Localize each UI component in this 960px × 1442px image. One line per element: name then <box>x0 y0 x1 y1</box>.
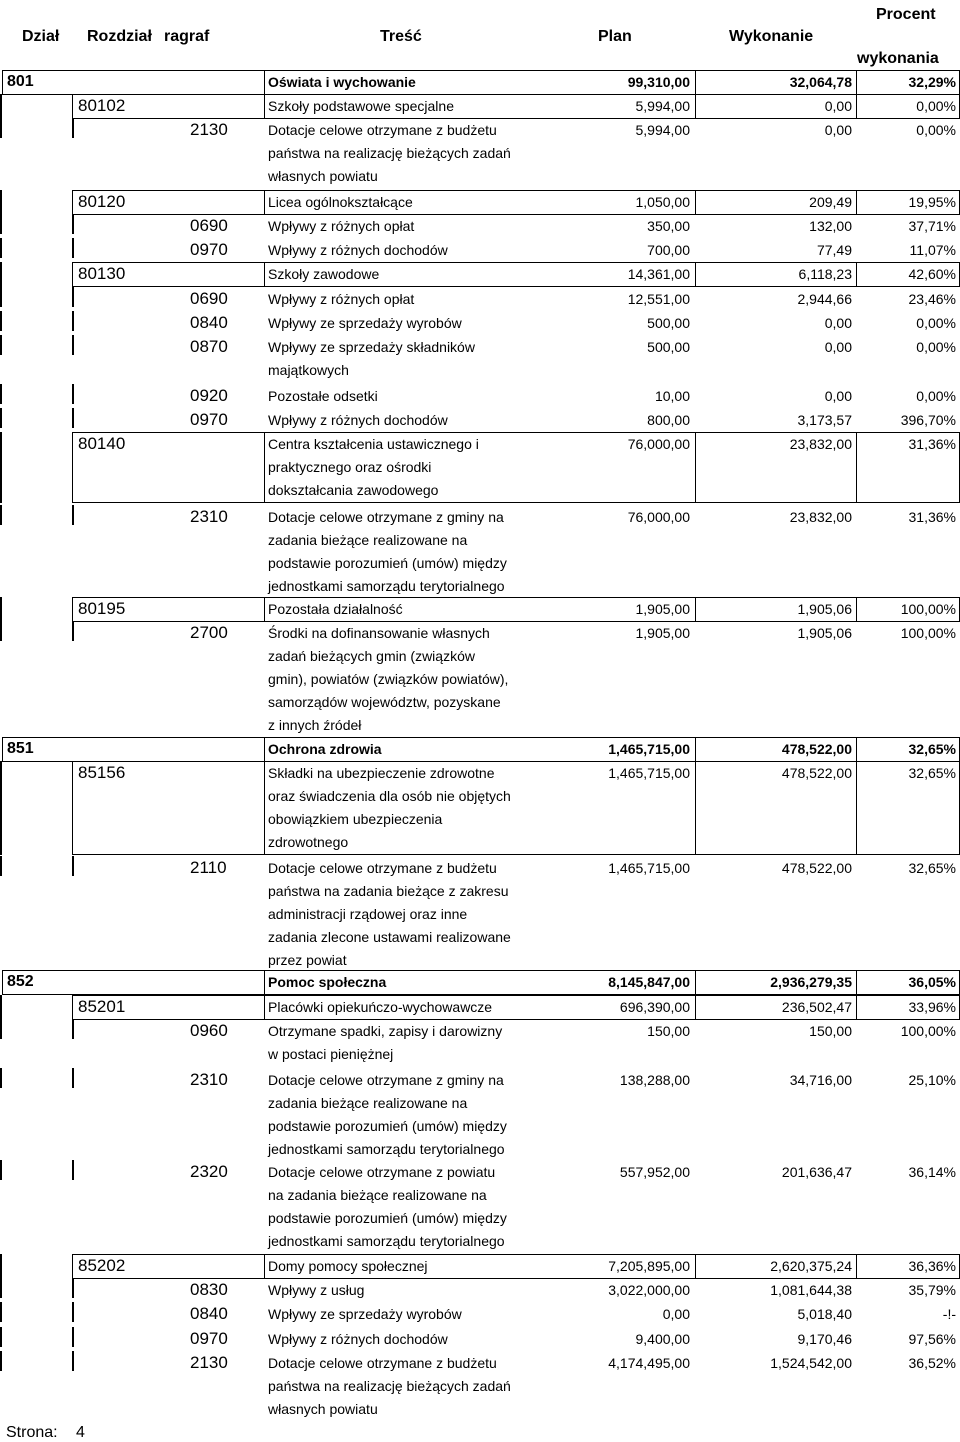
tresc-text: własnych powiatu <box>268 168 378 184</box>
tresc-text: własnych powiatu <box>268 1401 378 1417</box>
tresc-text: państwa na realizację bieżących zadań <box>268 1378 511 1394</box>
row-left-border <box>0 621 2 641</box>
row-left-border <box>0 1068 2 1088</box>
paragraf-code: 2310 <box>190 1070 228 1089</box>
tresc-text: jednostkami samorządu terytorialnego <box>268 1141 505 1157</box>
dzial-code: 852 <box>7 973 34 990</box>
paragraf-code: 2320 <box>190 1162 228 1181</box>
tresc-text: Pomoc społeczna <box>268 974 387 990</box>
rozdzial-code: 80130 <box>78 264 126 283</box>
paragraf-code: 0840 <box>190 1304 228 1323</box>
wykonanie-value: 201,636,47 <box>781 1164 852 1180</box>
plan-value: 5,994,00 <box>635 98 690 114</box>
tresc-text: z innych źródeł <box>268 717 362 733</box>
procent-value: 42,60% <box>908 266 956 282</box>
row-left-border-2 <box>72 311 74 331</box>
procent-value: 37,71% <box>908 218 956 234</box>
row-left-border-2 <box>72 408 74 428</box>
procent-value: 0,00% <box>916 315 956 331</box>
procent-value: 33,96% <box>908 999 956 1015</box>
wykonanie-value: 2,620,375,24 <box>770 1258 852 1274</box>
plan-value: 557,952,00 <box>619 1164 690 1180</box>
procent-value: 0,00% <box>916 388 956 404</box>
procent-value: 19,95% <box>908 194 956 210</box>
procent-value: 35,79% <box>908 1282 956 1298</box>
wykonanie-value: 1,905,06 <box>797 625 852 641</box>
row-left-border <box>0 856 2 876</box>
paragraf-code: 2130 <box>190 120 228 139</box>
paragraf-code: 0840 <box>190 313 228 332</box>
tresc-text: Dotacje celowe otrzymane z budżetu <box>268 860 497 876</box>
procent-value: 31,36% <box>908 509 956 525</box>
plan-value: 99,310,00 <box>627 74 690 90</box>
tresc-text: praktycznego oraz ośrodki <box>268 459 432 475</box>
rozdzial-code: 80120 <box>78 192 126 211</box>
wykonanie-value: 209,49 <box>809 194 852 210</box>
plan-value: 76,000,00 <box>627 509 690 525</box>
wykonanie-value: 236,502,47 <box>781 999 852 1015</box>
header-rozdzial: Rozdział <box>87 28 152 45</box>
paragraf-code: 0690 <box>190 289 228 308</box>
tresc-text: administracji rządowej oraz inne <box>268 906 468 922</box>
rozdzial-code: 80140 <box>78 434 126 453</box>
wykonanie-value: 32,064,78 <box>789 74 852 90</box>
tresc-text: Szkoły zawodowe <box>268 266 380 282</box>
wykonanie-value: 0,00 <box>824 98 852 114</box>
tresc-text: Pozostałe odsetki <box>268 388 378 404</box>
plan-value: 500,00 <box>647 315 690 331</box>
wykonanie-value: 478,522,00 <box>781 741 852 757</box>
header-wykonanie: Wykonanie <box>729 28 814 45</box>
tresc-text: Wpływy ze sprzedaży składników <box>268 339 475 355</box>
plan-value: 1,465,715,00 <box>608 765 690 781</box>
wykonanie-value: 478,522,00 <box>781 765 852 781</box>
plan-value: 5,994,00 <box>635 122 690 138</box>
wykonanie-value: 1,524,542,00 <box>770 1355 852 1371</box>
row-left-border <box>0 597 2 622</box>
tresc-text: jednostkami samorządu terytorialnego <box>268 578 505 594</box>
tresc-text: na zadania bieżące realizowane na <box>268 1187 487 1203</box>
wykonanie-value: 77,49 <box>816 242 852 258</box>
plan-value: 1,465,715,00 <box>608 860 690 876</box>
wykonanie-value: 1,081,644,38 <box>770 1282 852 1298</box>
row-left-border <box>0 1254 2 1279</box>
row-left-border <box>0 1160 2 1180</box>
plan-value: 1,905,00 <box>635 625 690 641</box>
tresc-text: Wpływy z usług <box>268 1282 365 1298</box>
procent-value: 32,65% <box>908 860 956 876</box>
row-left-border <box>0 1278 2 1298</box>
wykonanie-value: 34,716,00 <box>789 1072 852 1088</box>
row-left-border <box>0 505 2 525</box>
row-left-border-2 <box>72 1327 74 1347</box>
procent-value: 31,36% <box>908 436 956 452</box>
paragraf-code: 0690 <box>190 216 228 235</box>
tresc-text: w postaci pieniężnej <box>268 1046 394 1062</box>
plan-value: 0,00 <box>662 1306 690 1322</box>
rozdzial-code: 85202 <box>78 1256 126 1275</box>
row-left-border <box>0 1019 2 1039</box>
tresc-text: zadania bieżące realizowane na <box>268 1095 468 1111</box>
plan-value: 7,205,895,00 <box>608 1258 690 1274</box>
plan-value: 10,00 <box>654 388 690 404</box>
page-label: Strona: <box>6 1424 58 1441</box>
tresc-text: zadania zlecone ustawami realizowane <box>268 929 511 945</box>
row-left-border-2 <box>72 384 74 404</box>
tresc-text: Otrzymane spadki, zapisy i darowizny <box>268 1023 503 1039</box>
tresc-text: Środki na dofinansowanie własnych <box>268 625 490 641</box>
page-number: 4 <box>76 1424 85 1441</box>
tresc-text: zadania bieżące realizowane na <box>268 532 468 548</box>
procent-value: 32,29% <box>908 74 956 90</box>
row-left-border <box>0 118 2 138</box>
row-left-border-2 <box>72 856 74 876</box>
plan-value: 350,00 <box>647 218 690 234</box>
tresc-text: Wpływy ze sprzedaży wyrobów <box>268 315 462 331</box>
paragraf-code: 2310 <box>190 507 228 526</box>
wykonanie-value: 9,170,46 <box>797 1331 852 1347</box>
procent-value: 100,00% <box>900 625 956 641</box>
wykonanie-value: 0,00 <box>824 339 852 355</box>
row-left-border-2 <box>72 1019 74 1039</box>
paragraf-code: 0970 <box>190 240 228 259</box>
tresc-text: zadań bieżących gmin (związków <box>268 648 475 664</box>
tresc-text: Domy pomocy społecznej <box>268 1258 428 1274</box>
wykonanie-value: 23,832,00 <box>789 509 852 525</box>
paragraf-code: 0870 <box>190 337 228 356</box>
wykonanie-value: 0,00 <box>824 388 852 404</box>
row-left-border-2 <box>72 118 74 138</box>
header-procent: Procent <box>876 6 936 23</box>
paragraf-code: 0970 <box>190 410 228 429</box>
row-left-border <box>0 995 2 1020</box>
tresc-text: oraz świadczenia dla osób nie objętych <box>268 788 511 804</box>
row-left-border <box>0 262 2 287</box>
row-left-border-2 <box>72 214 74 234</box>
row-left-border-2 <box>72 287 74 307</box>
row-left-border <box>0 408 2 428</box>
wykonanie-value: 1,905,06 <box>797 601 852 617</box>
row-left-border-2 <box>72 335 74 355</box>
header-procent-wykonania: wykonania <box>857 50 939 67</box>
procent-value: 36,36% <box>908 1258 956 1274</box>
tresc-text: podstawie porozumień (umów) między <box>268 1210 507 1226</box>
tresc-text: Wpływy z różnych dochodów <box>268 242 448 258</box>
tresc-text: Wpływy z różnych opłat <box>268 218 415 234</box>
tresc-text: Oświata i wychowanie <box>268 74 416 90</box>
tresc-text: podstawie porozumień (umów) między <box>268 555 507 571</box>
tresc-text: państwa na zadania bieżące z zakresu <box>268 883 509 899</box>
row-left-border <box>0 311 2 331</box>
plan-value: 138,288,00 <box>619 1072 690 1088</box>
row-left-border-2 <box>72 505 74 525</box>
row-left-border <box>0 190 2 215</box>
tresc-text: Dotacje celowe otrzymane z budżetu <box>268 1355 497 1371</box>
plan-value: 1,050,00 <box>635 194 690 210</box>
wykonanie-value: 6,118,23 <box>798 266 852 282</box>
tresc-text: gmin), powiatów (związków powiatów), <box>268 671 509 687</box>
tresc-text: Pozostała działalność <box>268 601 403 617</box>
wykonanie-value: 478,522,00 <box>781 860 852 876</box>
row-left-border-2 <box>72 238 74 258</box>
tresc-text: Licea ogólnokształcące <box>268 194 413 210</box>
row-left-border-2 <box>72 1278 74 1298</box>
tresc-text: przez powiat <box>268 952 347 968</box>
plan-value: 14,361,00 <box>627 266 690 282</box>
wykonanie-value: 5,018,40 <box>797 1306 852 1322</box>
procent-value: 0,00% <box>916 339 956 355</box>
rozdzial-code: 80102 <box>78 96 126 115</box>
tresc-text: podstawie porozumień (umów) między <box>268 1118 507 1134</box>
wykonanie-value: 150,00 <box>809 1023 852 1039</box>
tresc-text: Wpływy z różnych dochodów <box>268 1331 448 1347</box>
procent-value: 100,00% <box>900 601 956 617</box>
row-left-border <box>0 384 2 404</box>
paragraf-code: 0960 <box>190 1021 228 1040</box>
tresc-text: Wpływy ze sprzedaży wyrobów <box>268 1306 462 1322</box>
paragraf-code: 2130 <box>190 1353 228 1372</box>
row-left-border-2 <box>72 621 74 641</box>
row-left-border <box>0 335 2 355</box>
plan-value: 3,022,000,00 <box>608 1282 690 1298</box>
tresc-text: Dotacje celowe otrzymane z powiatu <box>268 1164 496 1180</box>
tresc-text: majątkowych <box>268 362 349 378</box>
tresc-text: Wpływy z różnych opłat <box>268 291 415 307</box>
procent-value: 36,52% <box>908 1355 956 1371</box>
procent-value: 11,07% <box>909 242 956 258</box>
tresc-text: zdrowotnego <box>268 834 349 850</box>
tresc-text: samorządów województw, pozyskane <box>268 694 501 710</box>
paragraf-code: 0920 <box>190 386 228 405</box>
wykonanie-value: 3,173,57 <box>797 412 852 428</box>
wykonanie-value: 2,944,66 <box>797 291 852 307</box>
dzial-code: 851 <box>7 740 34 757</box>
row-left-border <box>0 238 2 258</box>
wykonanie-value: 132,00 <box>809 218 852 234</box>
plan-value: 8,145,847,00 <box>608 974 690 990</box>
header-paragraf: ragraf <box>164 28 210 45</box>
header-tresc: Treść <box>380 28 422 45</box>
rozdzial-code: 80195 <box>78 599 126 618</box>
procent-value: 32,65% <box>908 741 956 757</box>
paragraf-code: 0970 <box>190 1329 228 1348</box>
procent-value: 396,70% <box>900 412 956 428</box>
rozdzial-code: 85156 <box>78 763 126 782</box>
plan-value: 76,000,00 <box>627 436 690 452</box>
tresc-text: Dotacje celowe otrzymane z gminy na <box>268 1072 504 1088</box>
procent-value: 100,00% <box>900 1023 956 1039</box>
plan-value: 9,400,00 <box>635 1331 690 1347</box>
tresc-text: Placówki opiekuńczo-wychowawcze <box>268 999 493 1015</box>
tresc-text: Składki na ubezpieczenie zdrowotne <box>268 765 495 781</box>
row-left-border <box>0 94 2 119</box>
plan-value: 4,174,495,00 <box>608 1355 690 1371</box>
wykonanie-value: 2,936,279,35 <box>770 974 852 990</box>
tresc-text: dokształcania zawodowego <box>268 482 439 498</box>
plan-value: 150,00 <box>647 1023 690 1039</box>
procent-value: 36,14% <box>908 1164 956 1180</box>
paragraf-code: 0830 <box>190 1280 228 1299</box>
dzial-code: 801 <box>7 73 34 90</box>
header-dzial: Dział <box>22 28 60 45</box>
plan-value: 500,00 <box>647 339 690 355</box>
row-left-border-2 <box>72 1068 74 1088</box>
paragraf-code: 2110 <box>190 858 227 877</box>
row-left-border-2 <box>72 1351 74 1371</box>
plan-value: 1,465,715,00 <box>608 741 690 757</box>
paragraf-code: 2700 <box>190 623 228 642</box>
procent-value: 0,00% <box>916 122 956 138</box>
tresc-text: jednostkami samorządu terytorialnego <box>268 1233 505 1249</box>
row-left-border <box>0 1327 2 1347</box>
wykonanie-value: 0,00 <box>824 122 852 138</box>
tresc-text: Dotacje celowe otrzymane z budżetu <box>268 122 497 138</box>
row-left-border <box>0 1351 2 1371</box>
row-left-border <box>0 214 2 234</box>
procent-value: 32,65% <box>908 765 956 781</box>
plan-value: 696,390,00 <box>619 999 690 1015</box>
row-left-border <box>0 1302 2 1322</box>
procent-value: 0,00% <box>916 98 956 114</box>
row-left-border <box>0 287 2 307</box>
procent-value: 23,46% <box>908 291 956 307</box>
wykonanie-value: 0,00 <box>824 315 852 331</box>
procent-value: 97,56% <box>908 1331 956 1347</box>
procent-value: -!- <box>942 1306 956 1322</box>
rozdzial-code: 85201 <box>78 997 126 1016</box>
plan-value: 1,905,00 <box>635 601 690 617</box>
row-left-border <box>0 432 2 503</box>
procent-value: 25,10% <box>908 1072 956 1088</box>
plan-value: 800,00 <box>647 412 690 428</box>
procent-value: 36,05% <box>908 974 956 990</box>
tresc-text: Ochrona zdrowia <box>268 741 382 757</box>
tresc-text: Szkoły podstawowe specjalne <box>268 98 454 114</box>
tresc-text: obowiązkiem ubezpieczenia <box>268 811 443 827</box>
header-plan: Plan <box>598 28 632 45</box>
plan-value: 12,551,00 <box>627 291 690 307</box>
wykonanie-value: 23,832,00 <box>789 436 852 452</box>
row-left-border <box>0 761 2 855</box>
row-left-border-2 <box>72 1160 74 1180</box>
tresc-text: Dotacje celowe otrzymane z gminy na <box>268 509 504 525</box>
plan-value: 700,00 <box>647 242 690 258</box>
tresc-text: Centra kształcenia ustawicznego i <box>268 436 479 452</box>
tresc-text: państwa na realizację bieżących zadań <box>268 145 511 161</box>
row-left-border-2 <box>72 1302 74 1322</box>
tresc-text: Wpływy z różnych dochodów <box>268 412 448 428</box>
